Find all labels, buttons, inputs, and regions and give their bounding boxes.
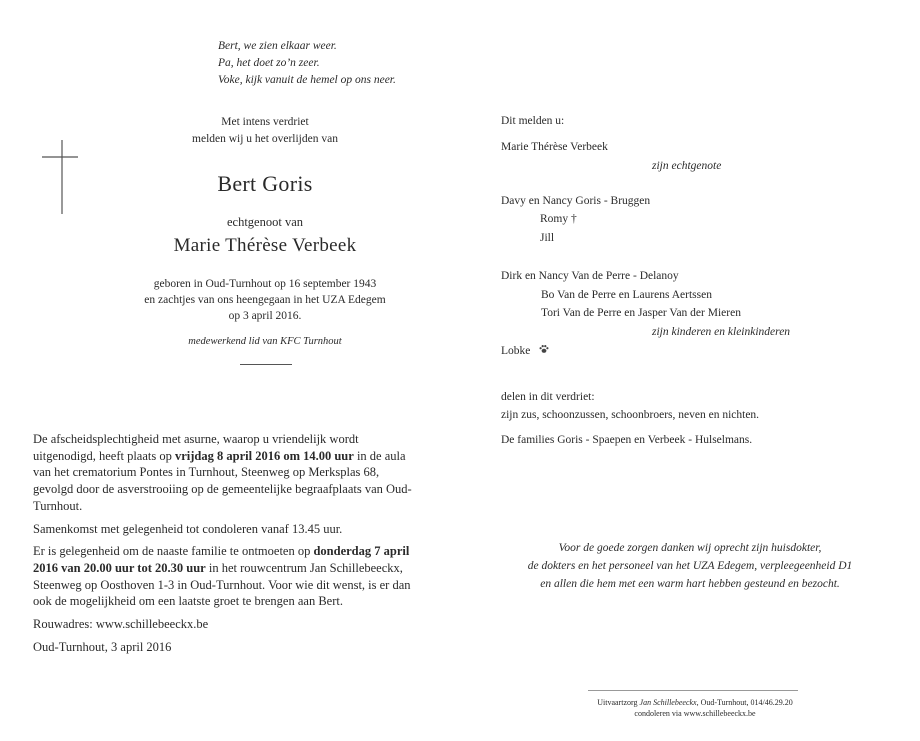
footer-divider [588,690,798,691]
deceased-name: Bert Goris [217,171,313,196]
footer-prefix: Uitvaartzorg [597,698,640,707]
family-pet [501,344,549,359]
spouse-intro: echtgenoot van [226,215,303,229]
poem-line-2: Pa, het doet zo’n zeer. [218,57,320,69]
visitation-text-a: Er is gelegenheid om de naaste familie te ontmoeten op [33,544,314,559]
birth-line-3: op 3 april 2016. [228,310,302,322]
paw-icon [539,344,549,359]
families-line: De families Goris - Spaepen en Verbeek - Hulselmans. [501,434,753,446]
thanks-line-2: de dokters en het personeel van het UZA Edegem, verpleegeenheid D1 [527,560,853,572]
funeral-info [33,431,413,655]
divider [240,364,292,365]
footer-line-2: condoleren via www.schillebeeckx.be [634,709,756,718]
intro-line-1: Met intens verdriet [221,116,309,128]
family-spouse-role: zijn echtgenote [652,160,722,172]
place-date: Oud-Turnhout, 3 april 2016 [33,639,172,654]
visitation-text-b: in het rouwcentrum Jan Schillebeeckx, Steenweg op Oosthoven 1-3 in Oud-Turnhout. Voor wie dit wenst, is er dan ook de mogelijkheid om een laatste groet te brengen aan Bert. [33,560,411,609]
family-grandchild-3: Bo Van de Perre en Laurens Aertssen [541,289,712,301]
family-spouse: Marie Thérèse Verbeek [501,141,608,153]
family-header: Dit melden u: [501,115,565,127]
membership: medewerkend lid van KFC Turnhout [188,336,342,347]
poem-line-3: Voke, kijk vanuit de hemel op ons neer. [218,74,396,86]
footer-line-1 [560,697,830,708]
family-child-2: Dirk en Nancy Van de Perre - Delanoy [501,270,679,282]
funeral-paragraph [33,431,413,515]
funeral-date: vrijdag 8 april 2016 om 14.00 uur [174,448,354,463]
family-grandchild-2: Jill [540,232,555,244]
family-children-role: zijn kinderen en kleinkinderen [652,326,791,338]
funeral-text-b: in de aula van het crematorium Pontes in Turnhout, Steenweg op Merksplas 68, gevolgd door de asverstrooiing op de gemeentelijke begraafplaats van Oud-Turnhout. [33,448,412,513]
pet-name: Lobke [501,345,531,358]
visitation-date: donderdag 7 april 2016 van 20.00 uur tot 20.30 uur [33,544,410,575]
footer-suffix: , Oud-Turnhout, 014/46.29.20 [696,698,793,707]
mourning-address: Rouwadres: www.schillebeeckx.be [33,617,209,632]
poem-line-1: Bert, we zien elkaar weer. [218,40,337,52]
funeral-text-a: De afscheidsplechtigheid met asurne, waarop u vriendelijk wordt uitgenodigd, heeft plaats op [33,432,359,463]
footer-company: Jan Schillebeeckx [639,698,697,707]
thanks-line-1: Voor de goede zorgen danken wij oprecht zijn huisdokter, [558,542,822,554]
thanks-line-3: en allen die hem met een warm hart hebben gesteund en bezocht. [540,578,840,590]
visitation-paragraph [33,543,413,610]
family-grandchild-4: Tori Van de Perre en Jasper Van der Mieren [541,307,741,319]
gathering-paragraph: Samenkomst met gelegenheid tot condoleren vanaf 13.45 uur. [33,521,343,536]
share-line-1: delen in dit verdriet: [501,391,595,403]
spouse-name: Marie Thérèse Verbeek [173,235,357,256]
birth-line-1: geboren in Oud-Turnhout op 16 september 1943 [153,278,377,290]
family-child-1: Davy en Nancy Goris - Bruggen [501,195,651,207]
intro-line-2: melden wij u het overlijden van [192,133,338,145]
cross-icon [42,140,78,214]
birth-line-2: en zachtjes van ons heengegaan in het UZA Edegem [144,294,386,306]
family-grandchild-1: Romy † [540,213,577,225]
share-line-2: zijn zus, schoonzussen, schoonbroers, neven en nichten. [501,409,760,421]
